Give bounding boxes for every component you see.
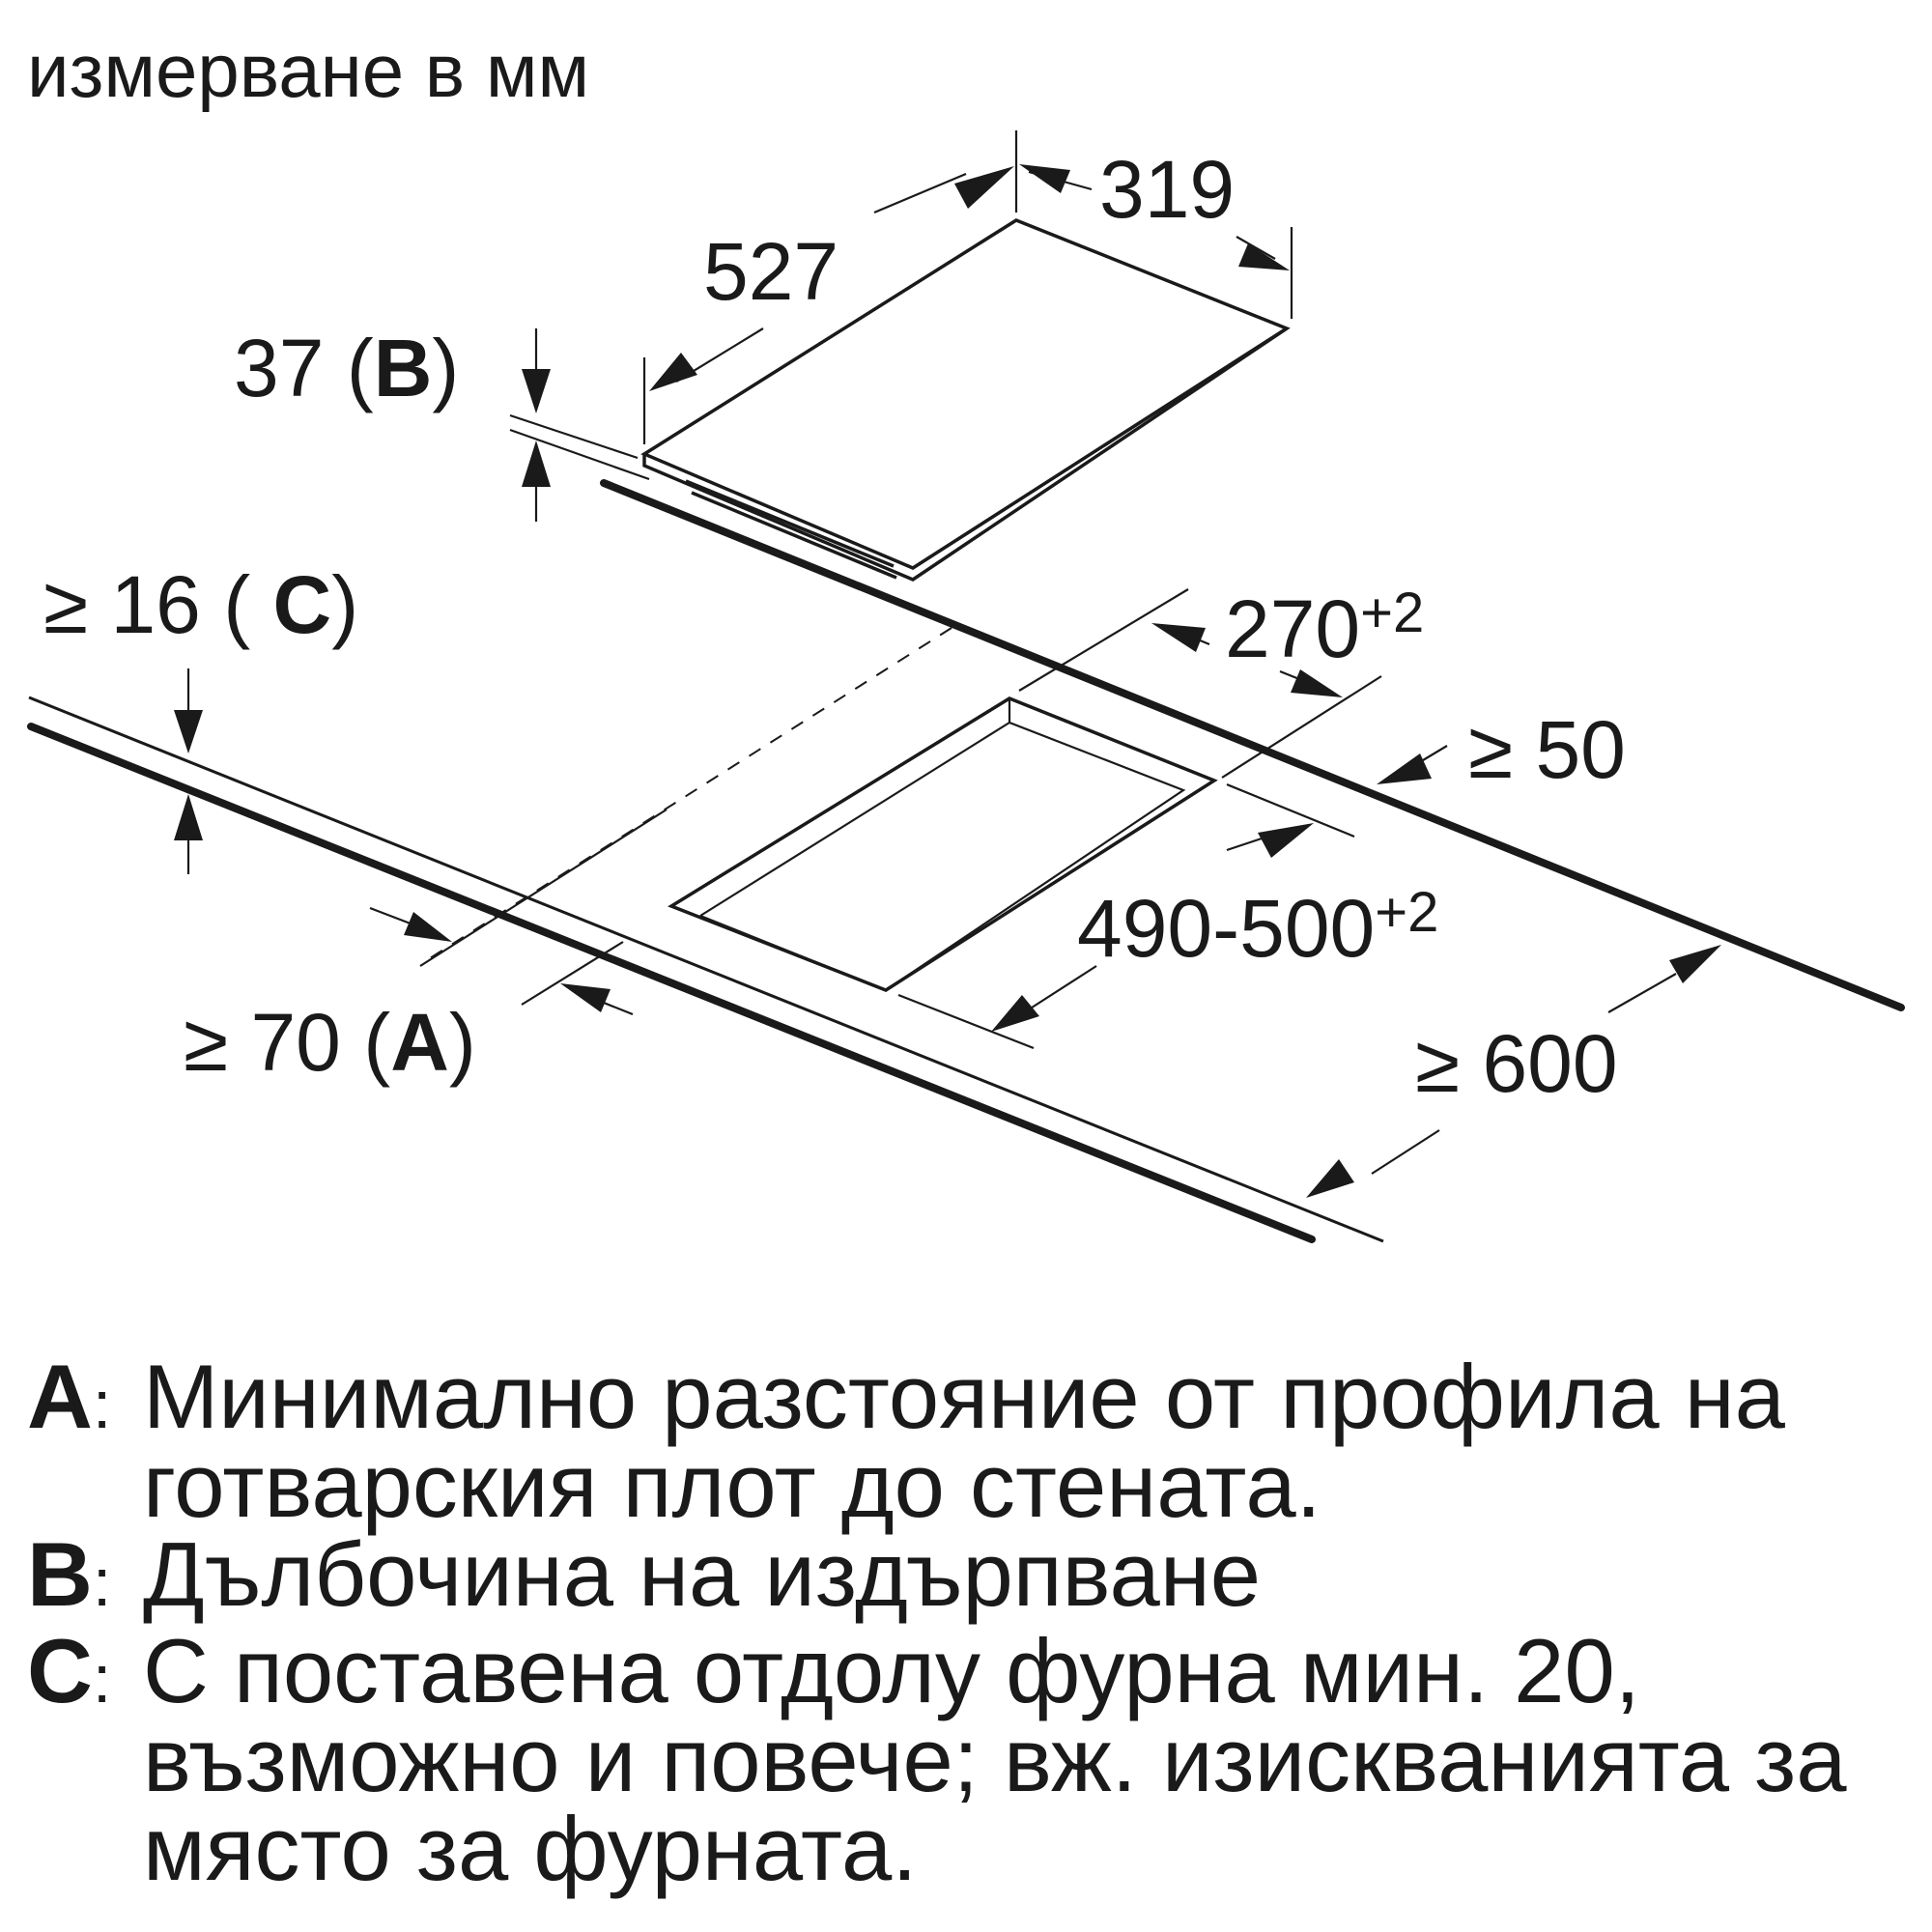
- legend: [27, 1346, 1920, 1899]
- dimension-depth: [644, 166, 1014, 444]
- arrow-icon: [991, 995, 1039, 1032]
- worktop-depth-label: ≥ 600: [1415, 1018, 1618, 1109]
- height-label: 37 (B): [234, 323, 460, 413]
- legend-text-b: Дълбочина на издърпване: [143, 1523, 1262, 1625]
- arrow-icon: [174, 794, 203, 840]
- legend-text-a: Минимално разстояние от профила на готварския плот до стената.: [143, 1346, 1785, 1536]
- arrow-icon: [1258, 823, 1314, 858]
- centerline-guide: [430, 628, 952, 958]
- arrow-icon: [174, 710, 203, 753]
- arrow-icon: [404, 912, 452, 942]
- legend-item-a: A: Минимално разстояние от профила на готварския плот до стената.: [27, 1352, 1920, 1530]
- legend-text-c: С поставена отдолу фурна мин. 20, възможно и повече; вж. изискванията за място за фурната.: [143, 1620, 1847, 1899]
- back-distance-label: ≥ 50: [1468, 704, 1626, 795]
- legend-item-b: B: Дълбочина на издърпване: [27, 1530, 1920, 1627]
- arrow-icon: [1238, 243, 1290, 270]
- worktop-front-edge: [31, 726, 1312, 1239]
- arrow-icon: [1019, 164, 1070, 193]
- legend-key-a: A: [27, 1346, 93, 1447]
- arrow-icon: [522, 440, 551, 487]
- cut-depth-label: $490-500^{+2}$: [1077, 881, 1439, 974]
- dimension-gap: [43, 559, 358, 874]
- dimension-width: [1016, 130, 1292, 319]
- legend-key-c: C: [27, 1620, 93, 1721]
- dimension-worktop-depth: [1306, 945, 1721, 1198]
- arrow-icon: [1669, 945, 1721, 983]
- arrow-icon: [1377, 753, 1432, 784]
- arrow-icon: [560, 983, 611, 1012]
- arrow-icon: [649, 353, 697, 391]
- units-title: измерване в мм: [27, 28, 590, 113]
- width-label: 319: [1099, 144, 1236, 235]
- front-distance-label: ≥ 70 (A): [184, 997, 476, 1088]
- depth-label: 527: [703, 226, 839, 317]
- gap-label: ≥ 16 ( C): [43, 559, 359, 650]
- legend-key-b: B: [27, 1523, 93, 1625]
- legend-item-c: C: С поставена отдолу фурна мин. 20, възможно и повече; вж. изискванията за място за фурната.: [27, 1627, 1920, 1893]
- cut-width-label: $270^{+2}$: [1225, 582, 1425, 674]
- arrow-icon: [1306, 1159, 1354, 1198]
- dimension-height: [234, 323, 649, 522]
- dimension-cut-depth: [898, 823, 1438, 1048]
- arrow-icon: [522, 369, 551, 413]
- arrow-icon: [954, 166, 1014, 209]
- arrow-icon: [1151, 623, 1206, 652]
